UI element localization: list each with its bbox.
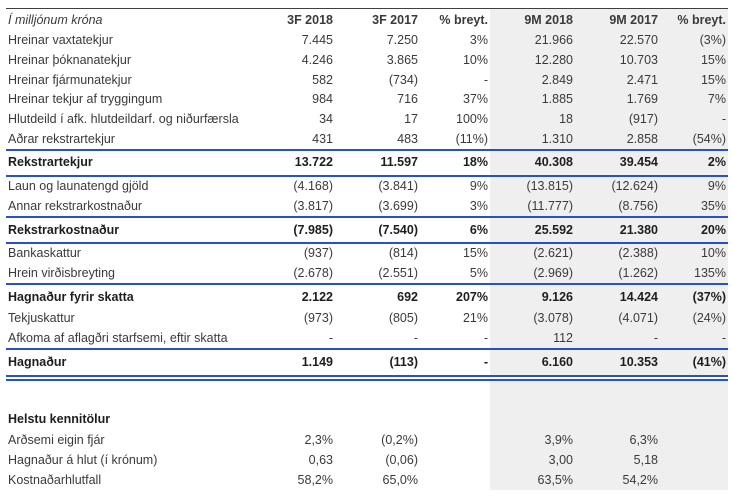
cell-value: (3%) — [660, 31, 728, 51]
empty-cell — [256, 401, 335, 431]
row-label: Hlutdeild í afk. hlutdeildarf. og niðurfærsla — [8, 112, 239, 127]
column-header-breyt-q: % breyt. — [439, 12, 488, 27]
cell-value: 3,9% — [490, 431, 575, 451]
row-label: Laun og launatengd gjöld — [8, 179, 149, 194]
cell-value — [420, 451, 490, 471]
cell-value: 11.597 — [335, 150, 420, 176]
table-row — [6, 110, 728, 130]
cell-value: 6.160 — [490, 349, 575, 378]
cell-value: - — [660, 110, 728, 130]
row-label: Hagnaður fyrir skatta — [6, 284, 256, 309]
table-row — [6, 70, 728, 90]
cell-value: 1.149 — [256, 349, 335, 378]
cell-value: - — [483, 72, 488, 87]
table-row — [6, 329, 728, 350]
spacer-cell — [335, 378, 420, 401]
cell-value: 2% — [660, 150, 728, 176]
row-label: Hreinar fjármunatekjur — [8, 72, 132, 87]
cell-value: - — [328, 330, 333, 345]
cell-value: 9% — [469, 179, 488, 194]
cell-value: 63,5% — [490, 470, 575, 490]
table-row — [6, 470, 728, 490]
cell-value: (805) — [388, 311, 418, 326]
column-header-9m2017: 9M 2017 — [575, 9, 660, 32]
column-header-3f2017: 3F 2017 — [372, 12, 418, 27]
cell-value: (2.551) — [378, 265, 418, 280]
cell-value: 100% — [456, 112, 488, 127]
row-label: Hagnaður — [6, 349, 256, 378]
cell-value: 10.353 — [575, 349, 660, 378]
row-label: Afkoma af aflagðri starfsemi, eftir skatta — [8, 330, 228, 345]
empty-cell — [660, 401, 728, 431]
cell-value: 25.592 — [490, 217, 575, 243]
unit-label: Í milljónum króna — [8, 12, 103, 27]
spacer-cell — [420, 378, 490, 401]
cell-value: (2.621) — [490, 243, 575, 264]
cell-value: (37%) — [660, 284, 728, 309]
cell-value: 39.454 — [575, 150, 660, 176]
cell-value: 9% — [660, 176, 728, 197]
row-label: Arðsemi eigin fjár — [8, 433, 105, 448]
header-row — [6, 9, 728, 32]
column-header-breyt-9m: % breyt. — [660, 9, 728, 32]
cell-value: 6,3% — [575, 431, 660, 451]
cell-value: - — [575, 329, 660, 350]
column-header-3f2018: 3F 2018 — [287, 12, 333, 27]
cell-value: (734) — [388, 72, 418, 87]
cell-value: (113) — [335, 349, 420, 378]
cell-value: (0,2%) — [381, 433, 418, 448]
cell-value — [660, 431, 728, 451]
cell-value: 54,2% — [575, 470, 660, 490]
cell-value: (13.815) — [490, 176, 575, 197]
spacer-cell — [6, 378, 256, 401]
cell-value: (2.388) — [575, 243, 660, 264]
cell-value: (4.071) — [575, 309, 660, 329]
cell-value: (917) — [575, 110, 660, 130]
cell-value: 3,00 — [490, 451, 575, 471]
cell-value: 431 — [312, 131, 333, 146]
cell-value: 22.570 — [575, 31, 660, 51]
cell-value: 2.849 — [490, 70, 575, 90]
section-gap — [6, 378, 728, 431]
cell-value: (937) — [303, 246, 333, 261]
cell-value — [420, 431, 490, 451]
table-row — [6, 349, 728, 378]
row-label: Hreinar tekjur af tryggingum — [8, 92, 163, 107]
cell-value: (973) — [303, 311, 333, 326]
cell-value: 20% — [660, 217, 728, 243]
cell-value: 6% — [420, 217, 490, 243]
cell-value: - — [483, 330, 488, 345]
empty-cell — [490, 401, 575, 431]
row-label: Rekstrartekjur — [6, 150, 256, 176]
cell-value: 2.858 — [575, 129, 660, 150]
table-row — [6, 309, 728, 329]
row-label: Hreinar þóknanatekjur — [8, 53, 131, 68]
cell-value: (12.624) — [575, 176, 660, 197]
row-label: Bankaskattur — [8, 246, 81, 261]
cell-value: 3% — [469, 33, 488, 48]
cell-value: 13.722 — [256, 150, 335, 176]
cell-value: 12.280 — [490, 51, 575, 71]
cell-value: (2.969) — [490, 264, 575, 285]
cell-value: (41%) — [660, 349, 728, 378]
cell-value: (3.817) — [293, 198, 333, 213]
table-row — [6, 176, 728, 197]
cell-value: (54%) — [660, 129, 728, 150]
table-row — [6, 431, 728, 451]
cell-value: 58,2% — [297, 472, 333, 487]
cell-value: 37% — [462, 92, 488, 107]
row-label: Hrein virðisbreyting — [8, 265, 115, 280]
cell-value: 112 — [490, 329, 575, 350]
empty-cell — [335, 401, 420, 431]
cell-value — [420, 470, 490, 490]
cell-value: 2.122 — [256, 284, 335, 309]
table-row — [6, 150, 728, 176]
row-label: Kostnaðarhlutfall — [8, 472, 102, 487]
cell-value — [660, 470, 728, 490]
table-row — [6, 217, 728, 243]
empty-cell — [575, 401, 660, 431]
empty-cell — [420, 401, 490, 431]
cell-value: 35% — [660, 197, 728, 218]
cell-value: - — [420, 349, 490, 378]
cell-value: 21.966 — [490, 31, 575, 51]
cell-value: 65,0% — [382, 472, 418, 487]
table-row — [6, 51, 728, 71]
cell-value: 40.308 — [490, 150, 575, 176]
cell-value: (11%) — [455, 131, 488, 146]
row-label: Rekstrarkostnaður — [6, 217, 256, 243]
cell-value: 5% — [469, 265, 488, 280]
table-row — [6, 243, 728, 264]
cell-value: 582 — [312, 72, 333, 87]
cell-value: 1.885 — [490, 90, 575, 110]
cell-value: (3.078) — [490, 309, 575, 329]
row-label: Tekjuskattur — [8, 311, 75, 326]
row-label: Annar rekstrarkostnaður — [8, 198, 143, 213]
cell-value: (1.262) — [575, 264, 660, 285]
cell-value: (3.699) — [378, 198, 418, 213]
cell-value: (814) — [388, 246, 418, 261]
cell-value: 18 — [490, 110, 575, 130]
spacer-cell — [575, 378, 660, 401]
cell-value: 692 — [335, 284, 420, 309]
spacer-row — [6, 378, 728, 401]
cell-value: 15% — [660, 51, 728, 71]
table-row — [6, 31, 728, 51]
cell-value: (8.756) — [575, 197, 660, 218]
cell-value: 15% — [660, 70, 728, 90]
spacer-cell — [256, 378, 335, 401]
cell-value: (3.841) — [378, 179, 418, 194]
cell-value: 15% — [462, 246, 488, 261]
cell-value: (24%) — [660, 309, 728, 329]
cell-value: - — [413, 330, 418, 345]
cell-value: 2,3% — [304, 433, 333, 448]
row-label: Aðrar rekstrartekjur — [8, 131, 115, 146]
table-row — [6, 264, 728, 285]
cell-value: 18% — [420, 150, 490, 176]
cell-value: (7.540) — [335, 217, 420, 243]
row-label: Hagnaður á hlut (í krónum) — [8, 453, 158, 468]
cell-value: 1.310 — [490, 129, 575, 150]
cell-value: 716 — [397, 92, 418, 107]
spacer-cell — [490, 378, 575, 401]
row-label: Hreinar vaxtatekjur — [8, 33, 113, 48]
cell-value: 10% — [660, 243, 728, 264]
cell-value: 0,63 — [308, 453, 333, 468]
cell-value: 34 — [319, 112, 333, 127]
cell-value: 135% — [660, 264, 728, 285]
cell-value: 4.246 — [301, 53, 333, 68]
cell-value: 7% — [660, 90, 728, 110]
cell-value: 21% — [462, 311, 488, 326]
cell-value: - — [660, 329, 728, 350]
table-row — [6, 129, 728, 150]
column-header-9m2018: 9M 2018 — [490, 9, 575, 32]
cell-value: 483 — [397, 131, 418, 146]
cell-value: 3.865 — [386, 53, 418, 68]
cell-value: (2.678) — [293, 265, 333, 280]
cell-value: 5,18 — [575, 451, 660, 471]
key-figures-heading-row — [6, 401, 728, 431]
cell-value: 14.424 — [575, 284, 660, 309]
table-row — [6, 284, 728, 309]
spacer-cell — [660, 378, 728, 401]
cell-value: 984 — [312, 92, 333, 107]
cell-value: (11.777) — [490, 197, 575, 218]
table-row — [6, 197, 728, 218]
cell-value: 2.471 — [575, 70, 660, 90]
cell-value: (4.168) — [293, 179, 333, 194]
cell-value: 9.126 — [490, 284, 575, 309]
cell-value — [660, 451, 728, 471]
income-statement-table — [6, 8, 728, 490]
cell-value: 7.250 — [386, 33, 418, 48]
financial-report — [0, 8, 732, 490]
cell-value: (7.985) — [256, 217, 335, 243]
cell-value: 207% — [420, 284, 490, 309]
key-figures-heading: Helstu kennitölur — [8, 412, 111, 426]
cell-value: 1.769 — [575, 90, 660, 110]
cell-value: 10.703 — [575, 51, 660, 71]
cell-value: 17 — [404, 112, 418, 127]
cell-value: 21.380 — [575, 217, 660, 243]
cell-value: 7.445 — [301, 33, 333, 48]
cell-value: 3% — [469, 198, 488, 213]
cell-value: (0,06) — [385, 453, 418, 468]
table-row — [6, 90, 728, 110]
cell-value: 10% — [462, 53, 488, 68]
table-row — [6, 451, 728, 471]
